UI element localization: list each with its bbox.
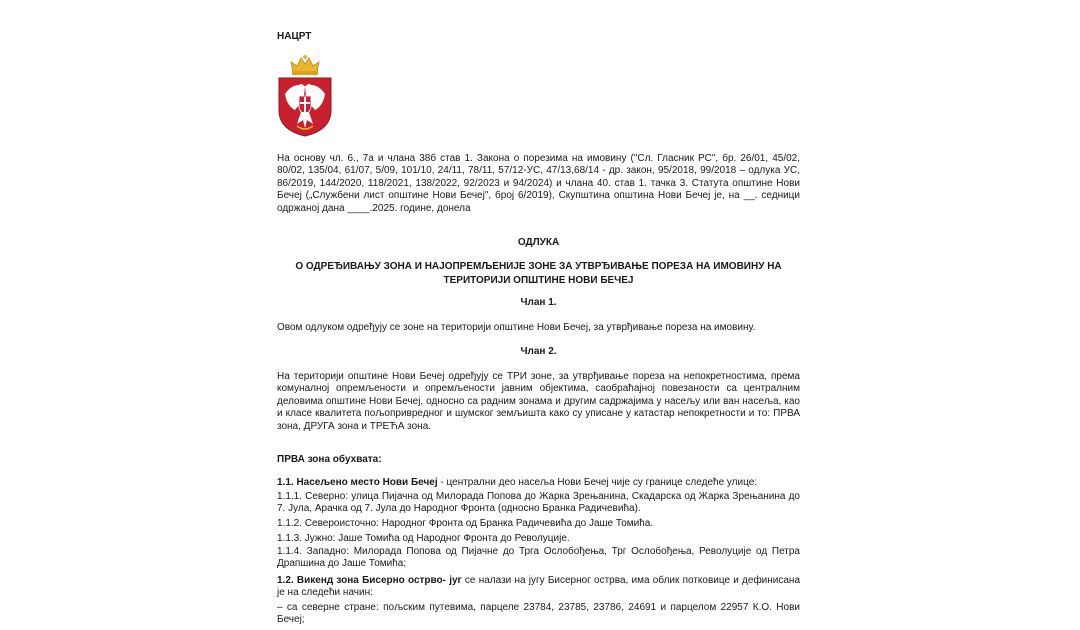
section-1-2-north-border: – са северне стране: пољским путевима, парцеле 23784, 23785, 23786, 24691 и парцелом 22957 К.О. Нови Бечеј;	[277, 602, 800, 626]
decision-title: ОДЛУКА	[517, 237, 560, 248]
serbian-coat-of-arms-icon	[277, 54, 333, 138]
section-1-1-3: 1.1.3. Јужно: Јаше Томића од Народног Фронта до Револуције.	[277, 533, 570, 544]
section-1-1-text: - централни део насеља Нови Бечеј чије су границе следеће улице:	[437, 477, 758, 488]
article-2-title: Члан 2.	[520, 346, 557, 357]
section-1-1-heading: 1.1. Насељено место Нови Бечеј	[277, 477, 438, 488]
preamble-paragraph: На основу чл. 6., 7а и члана 38б став 1. Закона о порезима на имовину ("Сл. Гласник РС", бр. 26/01, 45/02, 80/02, 135/04, 61/07, 5/09, 101/10, 24/11, 78/11, 57/12-УС, 47/13,68/14 - др. закон, 95/2018, 99/2018 – одлука УС, 86/2019, 144/2020, 118/2021, 138/2022, 92/2023 и 94/2024) и члана 40. став 1. тачка 3. Статута општине Нови Бечеј („Службени лист општине Нови Бечеј", број 6/2019), Скупштина општина Нови Бечеј је, на __. седници одржаној дана ____.2025. године, донела	[277, 153, 800, 214]
section-1-1-2: 1.1.2. Североисточно: Народног Фронта од Бранка Радичевића до Јаше Томића.	[277, 518, 654, 529]
article-1-text: Овом одлуком одређују се зоне на територији општине Нови Бечеј, за утврђивање пореза на имовину.	[277, 322, 756, 333]
decision-subtitle: О ОДРЕЂИВАЊУ ЗОНА И НАЈОПРЕМЉЕНИЈЕ ЗОНЕ ЗА УТВРЂИВАЊЕ ПОРЕЗА НА ИМОВИНУ НА ТЕРИТОРИЈИ ОПШТИНЕ НОВИ БЕЧЕЈ	[295, 261, 782, 286]
section-1-1	[277, 477, 800, 489]
section-1-2-heading: 1.2. Викенд зона Бисерно острво- југ	[277, 575, 462, 586]
section-1-1-4: 1.1.4. Западно: Милорада Попова од Пијачне до Трга Ослобођења, Трг Ослобођења, Револуције од Петра Драпшина до Јаше Томића;	[277, 546, 800, 570]
draft-label: НАЦРТ	[277, 31, 312, 42]
first-zone-heading: ПРВА зона обухвата:	[277, 454, 382, 465]
section-1-1-1: 1.1.1. Северно: улица Пијачна од Милорада Попова до Жарка Зрењанина, Скадарска од Жарка Зрењанина до 7. Јула, Арачка од 7. Јула до Народног Фронта (односно Бранка Радичевића).	[277, 491, 800, 515]
section-1-2-text: се налази на југу Бисерног острва, има облик потковице и дефинисана је на следећи начин:	[277, 575, 801, 599]
article-1-title: Члан 1.	[520, 297, 557, 308]
section-1-2	[277, 575, 800, 600]
article-2-text: На територији општине Нови Бечеј одређују се ТРИ зоне, за утврђивање пореза на непокретностима, према комуналној опремљености и опремљености јавним објектима, саобраћајној повезаности са централним деловима општине Нови Бечеј, односно са радним зонама и другим садржајима у насељу или ван насеља, као и класе квалитета пољопривредног и шумског земљишта како су уписане у катастар непокретности и то: ПРВА зона, ДРУГА зона и ТРЕЋА зона.	[277, 371, 800, 432]
